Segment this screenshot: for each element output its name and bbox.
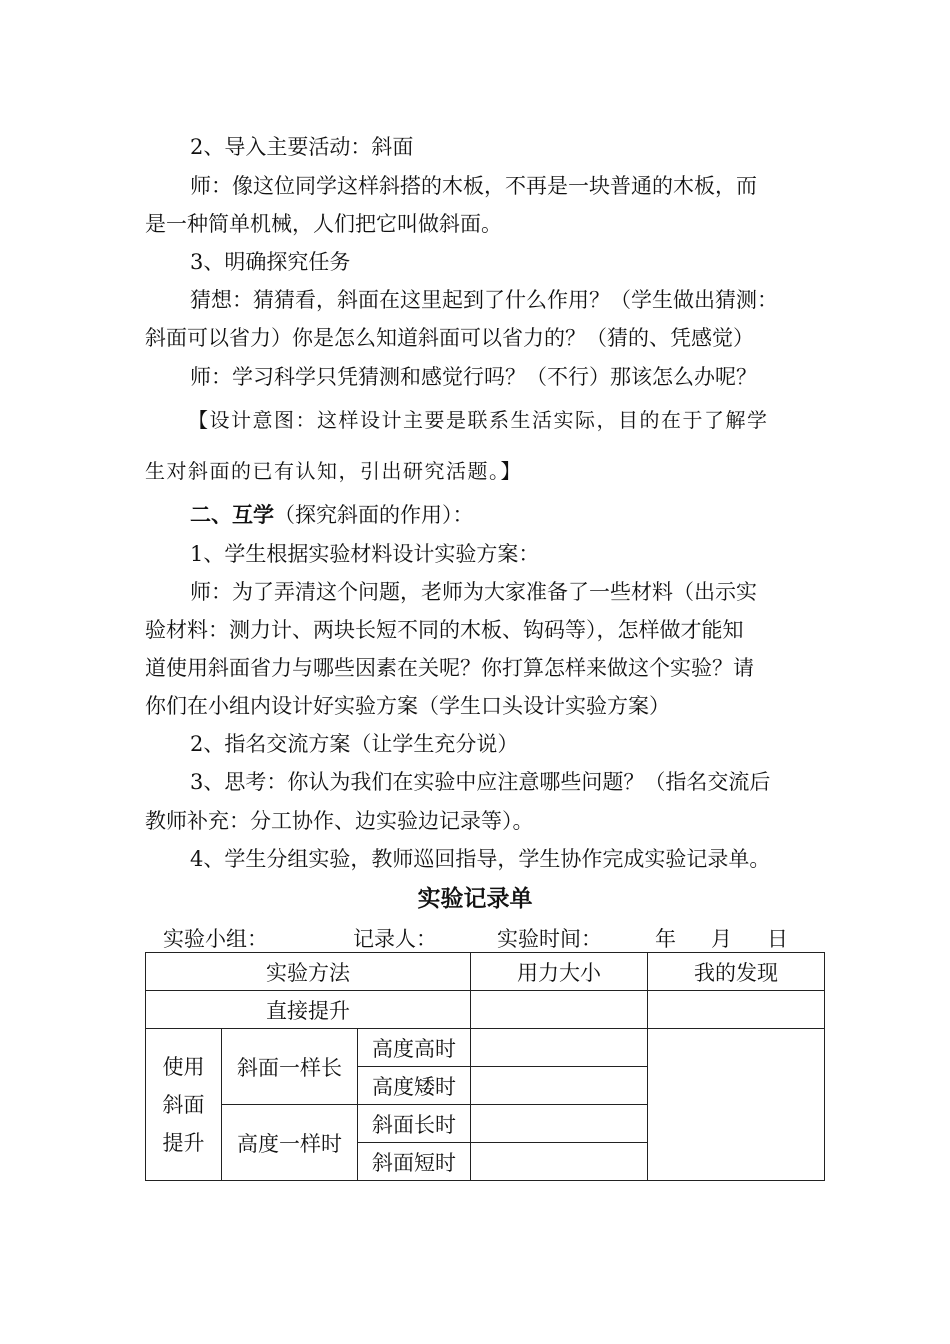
para-guess-line-2: 斜面可以省力）你是怎么知道斜面可以省力的？（猜的、凭感觉） bbox=[145, 326, 754, 350]
para-materials-line-3: 道使用斜面省力与哪些因素在关呢？你打算怎样来做这个实验？请 bbox=[145, 656, 754, 680]
finding-cell-direct[interactable] bbox=[648, 991, 825, 1029]
para-teacher-question: 师：学习科学只凭猜测和感觉行吗？（不行）那该怎么办呢？ bbox=[190, 365, 757, 389]
para-materials-line-1: 师：为了弄清这个问题，老师为大家准备了一些材料（出示实 bbox=[190, 580, 757, 604]
para-guess-line-1: 猜想：猜猜看，斜面在这里起到了什么作用？（学生做出猜测： bbox=[190, 288, 778, 312]
para-intro-activity: 2、导入主要活动：斜面 bbox=[190, 135, 414, 159]
same-length-cell: 斜面一样长 bbox=[222, 1029, 358, 1105]
header-method: 实验方法 bbox=[146, 953, 471, 991]
direct-lift-cell: 直接提升 bbox=[146, 991, 471, 1029]
para-think-line-2: 教师补充：分工协作、边实验边记录等）。 bbox=[145, 809, 534, 833]
finding-cell-incline[interactable] bbox=[648, 1029, 825, 1181]
section-heading-rest: （探究斜面的作用）： bbox=[274, 503, 474, 527]
header-force: 用力大小 bbox=[471, 953, 648, 991]
group-label: 实验小组： bbox=[163, 927, 268, 951]
force-cell-short[interactable] bbox=[471, 1143, 648, 1181]
use-incline-cell bbox=[146, 1029, 222, 1181]
para-step-1: 1、学生根据实验材料设计实验方案： bbox=[190, 542, 540, 566]
slope-short-cell: 斜面短时 bbox=[358, 1143, 471, 1181]
para-teacher-line-2: 是一种简单机械，人们把它叫做斜面。 bbox=[145, 212, 502, 236]
para-step-4: 4、学生分组实验，教师巡回指导，学生协作完成实验记录单。 bbox=[190, 847, 771, 871]
slope-long-cell: 斜面长时 bbox=[358, 1105, 471, 1143]
design-intent-line-2: 生对斜面的已有认知，引出研究活题。】 bbox=[145, 459, 522, 483]
para-think-line-1: 3、思考：你认为我们在实验中应注意哪些问题？（指名交流后 bbox=[190, 770, 771, 794]
para-step-2: 2、指名交流方案（让学生充分说） bbox=[190, 732, 519, 756]
header-finding: 我的发现 bbox=[648, 953, 825, 991]
para-materials-line-4: 你们在小组内设计好实验方案（学生口头设计实验方案） bbox=[145, 694, 670, 718]
table-row bbox=[146, 991, 825, 1029]
force-cell-direct[interactable] bbox=[471, 991, 648, 1029]
record-table bbox=[145, 952, 825, 1181]
design-intent-line-1: 【设计意图：这样设计主要是联系生活实际，目的在于了解学 bbox=[188, 408, 769, 432]
same-height-cell: 高度一样时 bbox=[222, 1105, 358, 1181]
para-teacher-line-1: 师：像这位同学这样斜搭的木板，不再是一块普通的木板，而 bbox=[190, 174, 757, 198]
day-label: 日 bbox=[767, 927, 788, 951]
record-sheet-title: 实验记录单 bbox=[417, 886, 533, 912]
use-incline-line-1: 使用 bbox=[162, 1054, 205, 1079]
time-label: 实验时间： bbox=[497, 927, 602, 951]
force-cell-low[interactable] bbox=[471, 1067, 648, 1105]
force-cell-long[interactable] bbox=[471, 1105, 648, 1143]
use-incline-line-2: 斜面 bbox=[162, 1092, 205, 1117]
para-materials-line-2: 验材料：测力计、两块长短不同的木板、钩码等），怎样做才能知 bbox=[145, 618, 744, 642]
year-label: 年 bbox=[655, 927, 676, 951]
height-high-cell: 高度高时 bbox=[358, 1029, 471, 1067]
para-clarify-task: 3、明确探究任务 bbox=[190, 250, 351, 274]
use-incline-line-3: 提升 bbox=[162, 1130, 205, 1155]
month-label: 月 bbox=[711, 927, 732, 951]
table-row bbox=[146, 1029, 825, 1067]
height-low-cell: 高度矮时 bbox=[358, 1067, 471, 1105]
table-header-row bbox=[146, 953, 825, 991]
force-cell-high[interactable] bbox=[471, 1029, 648, 1067]
recorder-label: 记录人： bbox=[353, 927, 437, 951]
section-heading-bold: 二、互学 bbox=[190, 502, 274, 527]
section-heading bbox=[190, 500, 474, 530]
